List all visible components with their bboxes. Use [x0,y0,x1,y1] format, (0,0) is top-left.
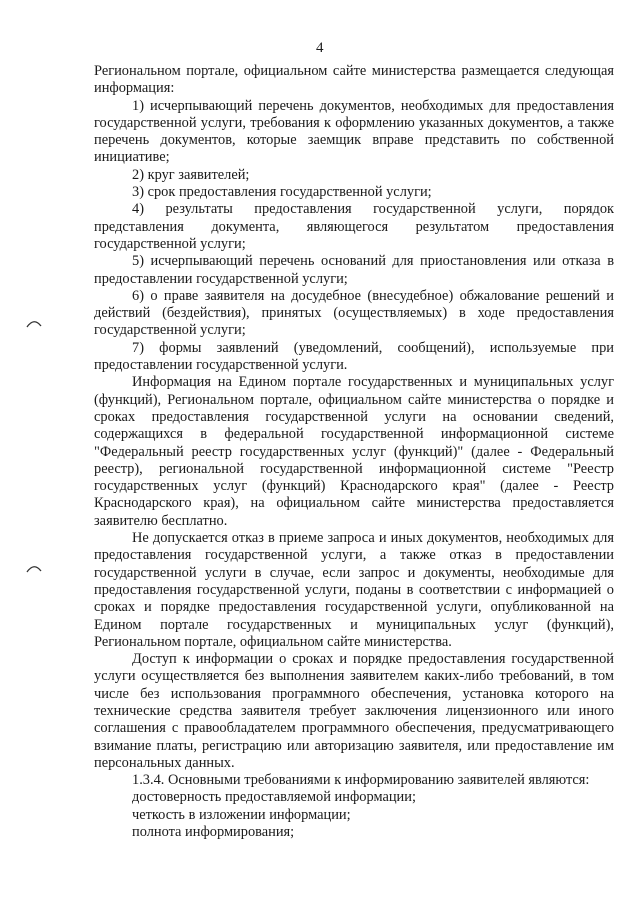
requirement-completeness: полнота информирования; [132,824,295,841]
list-item-grounds: 5) исчерпывающий перечень оснований для приостановления или отказа в предоставлении государственной услуги; [94,253,614,287]
page-number: 4 [316,40,324,56]
document-body [94,63,614,841]
requirement-clarity: четкость в изложении информации; [132,806,351,823]
list-item-results: 4) результаты предоставления государственной услуги, порядок представления документа, являющегося результатом предоставления государственной услуги; [94,201,614,252]
list-item-documents: 1) исчерпывающий перечень документов, необходимых для предоставления государственной услуги, требования к оформлению указанных документов, а также перечень документов, которые заемщик вправе представить по собственной инициативе; [94,97,614,166]
punch-hole-arc-icon [26,318,42,328]
list-item-term: 3) срок предоставления государственной услуги; [132,184,432,201]
paragraph-information: Информация на Едином портале государственных и муниципальных услуг (функций), Региональном портале, официальном сайте министерства о порядке и сроках предоставления государственной услуги на основании сведений, содержащихся в федеральной государственной информационной системе "Федеральный реестр государственных услуг (функций)" (далее - Федеральный реестр), региональной государственной информационной системе "Реестр государственных услуг (функций) Краснодарского края" (далее - Реестр Краснодарского края), на официальном сайте министерства предоставляется заявителю бесплатно. [94,374,614,529]
paragraph-access: Доступ к информации о сроках и порядке предоставления государственной услуги осуществляется без выполнения заявителем каких-либо требований, в том числе без использования программного обеспечения, установка которого на технические средства заявителя требует заключения лицензионного или иного соглашения с правообладателем программного обеспечения, предусматривающего взимание платы, регистрацию или авторизацию заявителя, или предоставление им персональных данных. [94,651,614,771]
requirement-reliability: достоверность предоставляемой информации; [132,789,416,806]
list-item-forms: 7) формы заявлений (уведомлений, сообщений), используемые при предоставлении государственной услуги. [94,339,614,374]
punch-hole-arc-icon [26,563,42,573]
list-item-applicants: 2) круг заявителей; [132,166,250,183]
paragraph-requirements: 1.3.4. Основными требованиями к информированию заявителей являются: [132,772,590,789]
list-item-appeal: 6) о праве заявителя на досудебное (внесудебное) обжалование решений и действий (бездействия), принятых (осуществляемых) в ходе предоставления государственной услуги; [94,287,614,339]
paragraph-continuation: Региональном портале, официальном сайте министерства размещается следующая информация: [94,63,614,97]
paragraph-refusal: Не допускается отказ в приеме запроса и иных документов, необходимых для предоставления государственной услуги, а также отказ в предоставлении государственной услуги в случае, если запрос и документы, необходимые для предоставления государственной услуги, поданы в соответствии с информацией о сроках и порядке предоставления государственной услуги, опубликованной на Едином портале государственных и муниципальных услуг (функций), Региональном портале, официальном сайте министерства. [94,530,614,650]
